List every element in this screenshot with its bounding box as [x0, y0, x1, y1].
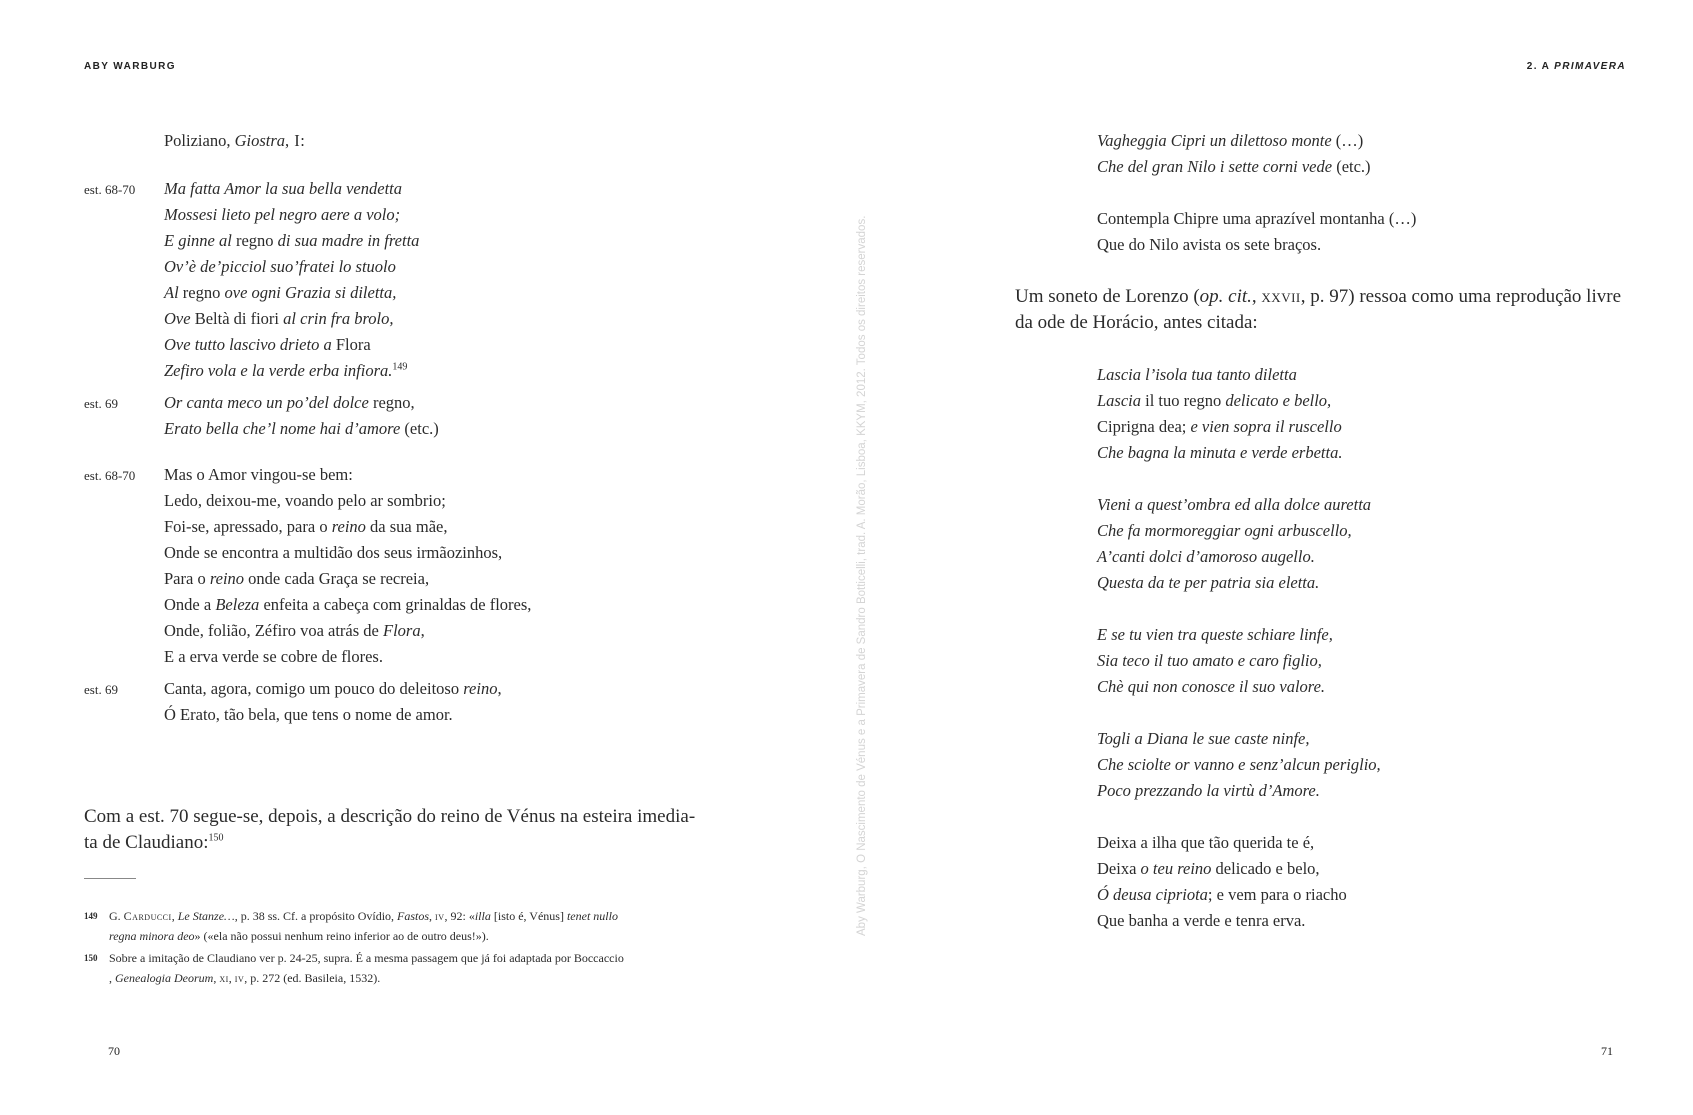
text-run: Che fa mormoreggiar ogni arbuscello,: [1097, 521, 1352, 540]
text-run: Ove tutto lascivo drieto a: [164, 335, 332, 354]
text-run: [isto é, Vénus]: [490, 909, 567, 923]
verse-line: [1097, 908, 1381, 934]
footnote-line: [109, 968, 696, 988]
text-run: Ov’è de’picciol suo’fratei lo stuolo: [164, 257, 396, 276]
verse-line: [1097, 778, 1381, 804]
text-run: al crin fra brolo,: [283, 309, 394, 328]
text-run: 149: [392, 361, 408, 373]
verse-line: [164, 254, 419, 280]
text-run: Ó Erato, tão bela, que tens o nome de amor.: [164, 705, 453, 724]
verse-line: [164, 488, 531, 514]
verse-line: [164, 514, 531, 540]
text-run: Or canta meco un po’del dolce: [164, 393, 369, 412]
text-run: » («ela não possui nenhum reino inferior ao de outro deus!»).: [194, 929, 489, 943]
verse-line: [1097, 856, 1381, 882]
text-run: , p. 272 (ed. Basileia, 1532).: [244, 971, 381, 985]
body-paragraph: [1015, 284, 1621, 336]
text-run: Vieni a quest’ombra ed alla dolce auretta: [1097, 495, 1372, 514]
text-run: Togli a Diana le sue caste ninfe,: [1097, 729, 1310, 748]
text-run: Beltà di fiori: [190, 309, 284, 328]
text-run: Onde se encontra a multidão dos seus irmãozinhos,: [164, 543, 503, 562]
text-run: E se tu vien tra queste schiare linfe,: [1097, 625, 1333, 644]
text-run: ove ogni Grazia si diletta,: [224, 283, 397, 302]
stanza-marker: est. 68-70: [84, 182, 136, 197]
verse-line: [1097, 752, 1381, 778]
text-run: (…): [1331, 131, 1364, 150]
text-run: , 92: «: [444, 909, 475, 923]
verse-line: [1097, 726, 1381, 752]
text-run: onde cada Graça se recreia,: [244, 569, 430, 588]
verse-line: [1097, 362, 1381, 388]
sonnet-stanza: [1097, 830, 1381, 934]
footnote: [84, 906, 696, 946]
text-run: Onde, folião, Zéfiro voa atrás de: [164, 621, 383, 640]
text-run: Que do Nilo avista os sete braços.: [1097, 235, 1322, 254]
text-run: , p. 38 ss. Cf. a propósito Ovídio,: [234, 909, 398, 923]
verse-line: [164, 618, 531, 644]
text-run: Che del gran Nilo i sette corni vede: [1097, 157, 1333, 176]
footnote: [84, 948, 696, 988]
text-run: Mas o Amor vingou-se bem:: [164, 465, 353, 484]
text-run: ,: [213, 971, 220, 985]
stanza: [164, 676, 502, 728]
text-run: Deixa: [1097, 859, 1141, 878]
verse-line: [1097, 492, 1381, 518]
copyright-watermark: Aby Warburg, O Nascimento de Vénus e a Primavera de Sandro Botticelli, trad. A. Morão, Lisboa, KKYM, 2012. Todos os direitos reservados.: [856, 215, 868, 936]
verse-line: [164, 390, 439, 416]
stanza-marker: est. 69: [84, 396, 118, 411]
stanza-marker: est. 68-70: [84, 468, 136, 483]
text-run: Zefiro vola e la verde erba infiora.: [164, 361, 393, 380]
text-run: iv: [234, 971, 245, 985]
text-run: Mossesi lieto pel negro aere a volo;: [164, 205, 401, 224]
text-run: Poco prezzando la virtù d’Amore.: [1097, 781, 1320, 800]
text-run: il tuo regno: [1141, 391, 1226, 410]
paragraph-line: Com a est. 70 segue-se, depois, a descrição do reino de Vénus na esteira imedia-: [84, 806, 696, 827]
verse-line: [164, 332, 419, 358]
sonnet-block: [1097, 362, 1381, 934]
footnote-number: 150: [84, 953, 98, 963]
footnote-line: [109, 926, 696, 946]
verse-line: [164, 202, 419, 228]
text-run: Ciprigna dea;: [1097, 417, 1191, 436]
text-run: tenet nullo: [566, 909, 618, 923]
verse-line: [164, 566, 531, 592]
translation-verse-block: [1097, 206, 1416, 258]
verse-line: [1097, 414, 1381, 440]
page-number-right: 71: [1601, 1044, 1613, 1058]
text-run: Contempla Chipre uma aprazível montanha (…): [1097, 209, 1417, 228]
text-run: iv: [435, 909, 445, 923]
verse-line: [164, 358, 419, 384]
text-run: o teu reino: [1140, 859, 1212, 878]
footnote-text: [109, 906, 696, 946]
text-run: Questa da te per patria sia eletta.: [1097, 573, 1320, 592]
text-run: Carducci: [123, 909, 172, 923]
text-run: ,: [429, 909, 436, 923]
text-run: Foi-se, apressado, para o: [164, 517, 332, 536]
text-run: ,: [171, 909, 178, 923]
stanza: [164, 462, 531, 670]
text-run: Genealogia Deorum: [115, 971, 214, 985]
verse-line: [164, 176, 419, 202]
verse-line: [1097, 570, 1381, 596]
verse-line: [164, 644, 531, 670]
text-run: , p. 97) ressoa como uma reprodução livre: [1300, 286, 1622, 307]
text-run: delicato e bello,: [1225, 391, 1332, 410]
sonnet-stanza: [1097, 726, 1381, 804]
verse-line: [1097, 232, 1416, 258]
text-run: Vagheggia Cipri un dilettoso monte: [1097, 131, 1332, 150]
sonnet-stanza: [1097, 492, 1381, 596]
running-head-right: 2. A PRIMAVERA: [1526, 61, 1626, 72]
verse-line: [1097, 830, 1381, 856]
intro-citation: Poliziano, Giostra, I:: [164, 131, 306, 150]
text-run: Para o: [164, 569, 210, 588]
text-run: (etc.): [400, 419, 439, 438]
footnote-reference: 150: [208, 832, 224, 844]
text-run: Sobre a imitação de Claudiano ver p. 24-25, supra. É a mesma passagem que já foi adaptada por Boccaccio: [109, 951, 624, 965]
left-page: [0, 0, 846, 1115]
verse-line: [164, 676, 502, 702]
paragraph-line: [1015, 284, 1621, 310]
text-run: da sua mãe,: [365, 517, 448, 536]
text-run: E a erva verde se cobre de flores.: [164, 647, 383, 666]
text-run: Beleza: [215, 595, 260, 614]
text-run: ,: [1251, 286, 1262, 307]
text-run: reino: [209, 569, 245, 588]
text-run: Canta, agora, comigo um pouco do deleitoso: [164, 679, 464, 698]
text-run: reino: [331, 517, 366, 536]
text-run: Flora: [331, 335, 371, 354]
text-run: Che bagna la minuta e verde erbetta.: [1097, 443, 1343, 462]
text-run: Ma fatta Amor la sua bella vendetta: [164, 179, 403, 198]
text-run: ,: [109, 971, 115, 985]
verse-line: [1097, 544, 1381, 570]
verse-line: [1097, 622, 1381, 648]
text-run: enfeita a cabeça com grinaldas de flores,: [259, 595, 532, 614]
text-run: Ove: [164, 309, 191, 328]
paragraph-line: [1015, 310, 1621, 336]
text-run: illa: [474, 909, 491, 923]
text-run: Ó deusa cipriota: [1097, 885, 1208, 904]
text-run: regno: [178, 283, 225, 302]
verse-line: [164, 592, 531, 618]
verse-line: [1097, 206, 1416, 232]
text-run: (etc.): [1332, 157, 1371, 176]
sonnet-stanza: [1097, 362, 1381, 466]
verse-line: [1097, 882, 1381, 908]
verse-line: [164, 416, 439, 442]
text-run: Lascia l’isola tua tanto diletta: [1097, 365, 1297, 384]
stanza: [164, 176, 419, 384]
text-run: regno: [231, 231, 278, 250]
verse-line: [164, 306, 419, 332]
text-run: Sia teco il tuo amato e caro figlio,: [1097, 651, 1322, 670]
text-run: ,: [497, 679, 502, 698]
text-run: xi: [219, 971, 229, 985]
verse-line: [1097, 518, 1381, 544]
footnote-line: [109, 948, 696, 968]
text-run: Flora: [383, 621, 421, 640]
text-run: ; e vem para o riacho: [1207, 885, 1347, 904]
verse-line: [1097, 388, 1381, 414]
verse-line: [164, 702, 502, 728]
page-number-left: 70: [108, 1044, 120, 1058]
text-run: xxvii: [1261, 286, 1301, 307]
text-run: e vien sopra il ruscello: [1190, 417, 1342, 436]
right-page: [846, 0, 1693, 1115]
text-run: Que banha a verde e tenra erva.: [1097, 911, 1306, 930]
footnote-line: [109, 906, 696, 926]
text-run: ,: [228, 971, 235, 985]
verse-line: [1097, 440, 1381, 466]
text-run: delicado e belo,: [1211, 859, 1320, 878]
verse-line: [164, 280, 419, 306]
stanza: [164, 390, 439, 442]
running-head-left: ABY WARBURG: [84, 61, 176, 72]
footnote-rule: [84, 878, 136, 879]
italian-verse-block: [1097, 128, 1371, 180]
paragraph-line: ta de Claudiano:$^{150}$: [84, 832, 224, 853]
text-run: Erato bella che’l nome hai d’amore: [164, 419, 401, 438]
text-run: Onde a: [164, 595, 216, 614]
text-run: reino: [463, 679, 498, 698]
text-run: da ode de Horácio, antes citada:: [1015, 312, 1258, 333]
text-run: Deixa a ilha que tão querida te é,: [1097, 833, 1315, 852]
text-run: Ledo, deixou-me, voando pelo ar sombrio;: [164, 491, 446, 510]
body-paragraph: [84, 804, 695, 856]
text-run: regna minora deo: [109, 929, 195, 943]
verse-line: [164, 540, 531, 566]
text-run: Le Stanze…: [177, 909, 235, 923]
verse-line: [164, 228, 419, 254]
text-run: Lascia: [1097, 391, 1142, 410]
text-run: regno,: [368, 393, 415, 412]
verse-line: [1097, 674, 1381, 700]
text-run: di sua madre in fretta: [277, 231, 420, 250]
text-run: op. cit.: [1199, 286, 1252, 307]
text-run: G.: [109, 909, 124, 923]
verse-line: [1097, 154, 1371, 180]
text-run: Che sciolte or vanno e senz’alcun periglio,: [1097, 755, 1381, 774]
text-run: Um soneto de Lorenzo (: [1015, 286, 1200, 307]
text-run: Fastos: [397, 909, 430, 923]
verse-line: [164, 462, 531, 488]
text-run: E ginne al: [164, 231, 232, 250]
footnote-number: 149: [84, 911, 98, 921]
verse-line: [1097, 648, 1381, 674]
text-run: Chè qui non conosce il suo valore.: [1097, 677, 1326, 696]
text-run: A’canti dolci d’amoroso augello.: [1097, 547, 1315, 566]
stanza-marker: est. 69: [84, 682, 118, 697]
sonnet-stanza: [1097, 622, 1381, 700]
text-run: Al: [164, 283, 179, 302]
footnote-text: [109, 948, 696, 988]
text-run: ,: [420, 621, 425, 640]
verse-line: [1097, 128, 1371, 154]
